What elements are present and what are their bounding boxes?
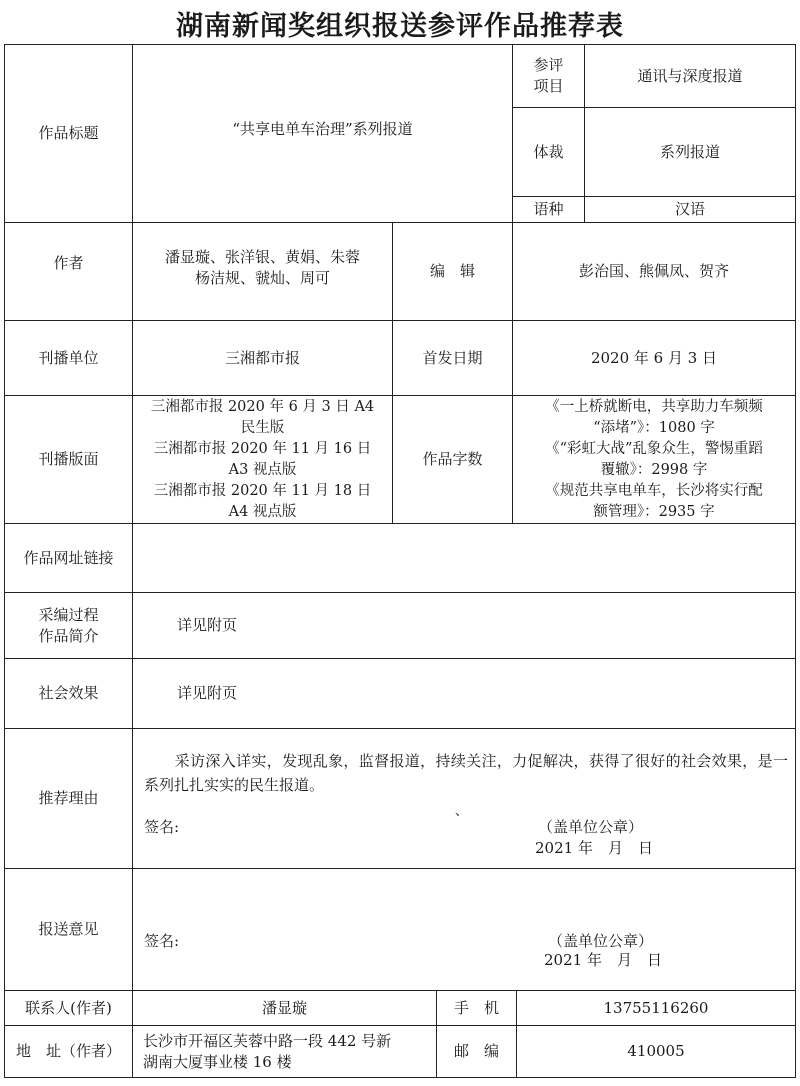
opinion-stamp: （盖单位公章） (548, 932, 654, 950)
phone-value: 13755116260 (603, 998, 709, 1017)
reason-date: 2021 年 月 日 (535, 839, 653, 857)
language-label: 语种 (533, 200, 564, 218)
publisher-value: 三湘都市报 (224, 348, 300, 367)
word-count-value: 《一上桥就断电，共享助力车频频 “添堵”》：1080 字 《“彩虹大战”乱象众生，警惕重蹈 覆辙》：2998 字 《规范共享电单车，长沙将实行配 额管理》：2935 字 (545, 398, 763, 520)
work-title-value: “共享电单车治理”系列报道 (232, 120, 413, 138)
address-label: 地 址（作者） (15, 1042, 121, 1060)
first-date-label: 首发日期 (422, 348, 483, 367)
category-value: 通讯与深度报道 (637, 66, 743, 85)
reason-label: 推荐理由 (38, 789, 99, 807)
reason-stamp: （盖单位公章） (538, 818, 644, 836)
page-title: 湖南新闻奖组织报送参评作品推荐表 (176, 11, 624, 42)
contact-label: 联系人(作者) (25, 998, 112, 1017)
genre-label: 体裁 (533, 142, 564, 161)
category-label: 参评 项目 (533, 56, 564, 95)
contact-value: 潘显璇 (261, 998, 307, 1017)
url-value (133, 524, 795, 592)
first-date-value: 2020 年 6 月 3 日 (590, 348, 718, 367)
word-count-label: 作品字数 (422, 450, 483, 468)
postcode-value: 410005 (627, 1042, 685, 1060)
reason-sign: 签名: (144, 818, 180, 836)
author-label: 作者 (53, 253, 84, 272)
process-label: 采编过程 作品简介 (38, 605, 99, 645)
pages-label: 刊播版面 (38, 450, 99, 468)
publisher-label: 刊播单位 (38, 348, 99, 367)
opinion-sign: 签名: (144, 932, 180, 950)
reason-mark: 、 (455, 804, 469, 819)
opinion-date: 2021 年 月 日 (544, 951, 662, 969)
opinion-label: 报送意见 (38, 920, 99, 938)
editor-label: 编 辑 (429, 262, 475, 280)
url-label: 作品网址链接 (23, 548, 114, 567)
genre-value: 系列报道 (659, 142, 720, 161)
language-value: 汉语 (674, 200, 705, 218)
author-value: 潘显璇、张洋银、黄娟、朱蓉 杨洁规、虢灿、周可 (164, 247, 360, 287)
work-title-label: 作品标题 (38, 124, 99, 142)
effect-label: 社会效果 (38, 684, 99, 702)
phone-label: 手 机 (453, 998, 499, 1017)
effect-value: 详见附页 (177, 684, 238, 702)
process-value: 详见附页 (177, 616, 238, 634)
postcode-label: 邮 编 (453, 1042, 499, 1060)
pages-value: 三湘都市报 2020 年 6 月 3 日 A4 民生版 三湘都市报 2020 年 11 月 16 日 A3 视点版 三湘都市报 2020 年 11 月 18 日 A4 视点版 (150, 398, 375, 520)
address-value: 长沙市开福区芙蓉中路一段 442 号新 湖南大厦事业楼 16 楼 (143, 1031, 392, 1071)
reason-text: 采访深入详实，发现乱象，监督报道，持续关注，力促解决，获得了很好的社会效果，是一系列扎扎实实的民生报道。 (144, 752, 788, 794)
editor-value: 彭治国、熊佩凤、贺齐 (578, 262, 729, 280)
